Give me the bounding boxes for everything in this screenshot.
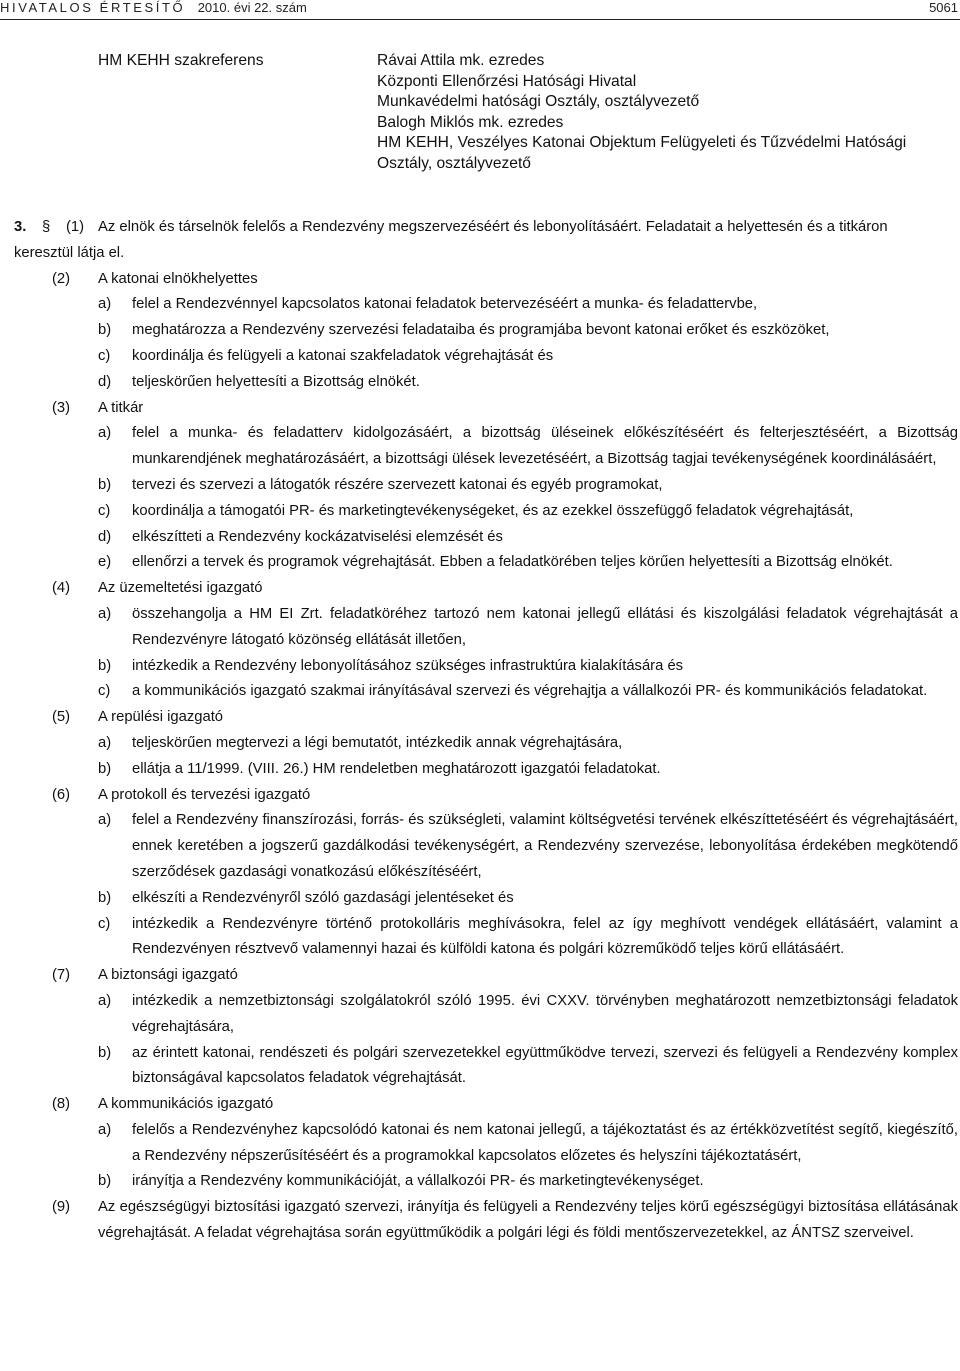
paragraph-number: (4) — [52, 580, 71, 597]
section-number: 3. — [14, 219, 27, 235]
list-item — [14, 525, 958, 551]
signature-line: HM KEHH, Veszélyes Katonai Objektum Felügyeleti és Tűzvédelmi Hatósági — [377, 134, 907, 152]
paragraph-number: (3) — [52, 399, 71, 416]
item-letter: a) — [98, 812, 112, 829]
item-letter: c) — [98, 915, 111, 932]
item-text: meghatározza a Rendezvény szervezési feladataiba és programjába bevont katonai erőket és eszközöket, — [132, 322, 830, 339]
signature-line: Balogh Miklós mk. ezredes — [377, 113, 564, 131]
item-letter: c) — [98, 683, 111, 700]
item-letter: b) — [98, 760, 112, 777]
item-text: intézkedik a Rendezvényre történő protokolláris meghívásokra, felel az így meghívott vendégek ellátásáért, valamint a Rendezvényen résztvevő valamennyi hazai és külföldi katona és polgári közreműködő teljes körű ellátásáért. — [132, 915, 958, 958]
paragraph — [14, 1195, 958, 1247]
item-letter: b) — [98, 657, 112, 674]
item-letter: a) — [98, 992, 112, 1009]
paragraph — [14, 576, 958, 602]
paragraph — [14, 705, 958, 731]
paragraph-number: (9) — [52, 1199, 71, 1216]
item-text: elkészíti a Rendezvényről szóló gazdasági jelentéseket és — [132, 889, 514, 906]
signature-line: Rávai Attila mk. ezredes — [377, 52, 545, 69]
item-letter: c) — [98, 347, 111, 364]
paragraph-title: A repülési igazgató — [98, 709, 224, 726]
paragraph — [14, 783, 958, 809]
item-text: elkészítteti a Rendezvény kockázatviselési elemzését és — [132, 528, 503, 545]
item-text: teljeskörűen megtervezi a légi bemutatót, intézkedik annak végrehajtására, — [132, 734, 623, 751]
list-item — [14, 421, 958, 473]
item-letter: e) — [98, 554, 112, 571]
issue-label: 2010. évi 22. szám — [197, 0, 307, 15]
item-letter: b) — [98, 1173, 112, 1190]
item-text: felel a Rendezvény finanszírozási, forrás- és szükségleti, valamint költségvetési tervének elkészíttetéséért és végrehajtásáért, ennek keretében a jogszerű gazdálkodási tevékenységért, a Rendezvény szervezése, lebonyolítása érdekében megkötendő szerződések gazdasági vonatkozású előkészítéséért, — [132, 812, 958, 880]
paragraph — [14, 267, 958, 293]
list-item — [14, 602, 958, 654]
paragraph-number: (6) — [52, 786, 71, 803]
item-text: az érintett katonai, rendészeti és polgári szervezetekkel együttműködve tervezi, szervezi és felügyeli a Rendezvény komplex biztonságával kapcsolatos feladatok végrehajtását. — [132, 1044, 958, 1087]
item-text: összehangolja a HM EI Zrt. feladatköréhez tartozó nem katonai jellegű ellátási és kiszolgálási feladatok végrehajtását a Rendezvényre látogató közönség ellátását illetően, — [132, 605, 958, 648]
item-letter: b) — [98, 889, 112, 906]
list-item — [14, 731, 958, 757]
item-letter: a) — [98, 296, 112, 313]
list-item — [14, 1118, 958, 1170]
item-text: ellenőrzi a tervek és programok végrehajtását. Ebben a feladatkörében teljes körűen helyettesíti a Bizottság elnökét. — [132, 554, 893, 571]
item-letter: d) — [98, 528, 112, 545]
item-text: intézkedik a nemzetbiztonsági szolgálatokról szóló 1995. évi CXXV. törvényben meghatározott nemzetbiztonsági feladatok végrehajtására, — [132, 992, 958, 1035]
item-letter: b) — [98, 322, 112, 339]
paragraph — [14, 396, 958, 422]
item-letter: b) — [98, 476, 112, 493]
item-letter: a) — [98, 734, 112, 751]
item-text: felel a Rendezvénnyel kapcsolatos katonai feladatok betervezéséért a munka- és feladattervbe, — [132, 296, 758, 313]
paragraph-title: A kommunikációs igazgató — [98, 1096, 274, 1113]
list-item — [14, 499, 958, 525]
list-item — [14, 912, 958, 964]
paragraph — [14, 963, 958, 989]
list-item — [14, 757, 958, 783]
list-item — [14, 318, 958, 344]
item-text: felel a munka- és feladatterv kidolgozásáért, a bizottság üléseinek előkészítéséért és felterjesztéséért, a Bizottság munkarendjének meghatározásáért, a bizottsági ülések levezetéséért, a Bizottság tagjai tevékenységének koordinálásáért, — [132, 425, 958, 468]
journal-name: HIVATALOS ÉRTESÍTŐ — [0, 0, 186, 15]
paragraph-number: (2) — [52, 270, 71, 287]
list-item — [14, 679, 958, 705]
item-text: koordinálja a támogatói PR- és marketingtevékenységeket, és az ezekkel összefüggő feladatok végrehajtását, — [132, 502, 854, 519]
paragraph-title: A biztonsági igazgató — [98, 967, 238, 984]
item-text: koordinálja és felügyeli a katonai szakfeladatok végrehajtását és — [132, 347, 554, 364]
item-text: ellátja a 11/1999. (VIII. 26.) HM rendeletben meghatározott igazgatói feladatokat. — [132, 760, 661, 777]
item-letter: b) — [98, 1044, 112, 1061]
list-item — [14, 550, 958, 576]
paragraph-title: A titkár — [98, 399, 144, 416]
item-text: intézkedik a Rendezvény lebonyolításához szükséges infrastruktúra kialakítására és — [132, 657, 684, 674]
section-mark: § — [42, 219, 51, 235]
item-text: irányítja a Rendezvény kommunikációját, a vállalkozói PR- és marketingtevékenységet. — [132, 1173, 704, 1190]
paragraph — [14, 1092, 958, 1118]
list-item — [14, 1041, 958, 1093]
signature-line: Osztály, osztályvezető — [377, 154, 531, 172]
page-header — [0, 0, 960, 20]
page-number: 5061 — [929, 0, 958, 15]
paragraph-number: (1) — [66, 219, 85, 235]
item-letter: a) — [98, 1121, 112, 1138]
signature-names — [377, 51, 957, 175]
paragraph-text: Az elnök és társelnök felelős a Rendezvény megszervezéséért és lebonyolításáért. Feladatait a helyettesén és a titkáron — [98, 219, 888, 235]
signature-line: Központi Ellenőrzési Hatósági Hivatal — [377, 72, 637, 90]
paragraph-text: Az egészségügyi biztosítási igazgató szervezi, irányítja és felügyeli a Rendezvény teljes körű egészségügyi biztosítása ellátásának végrehajtását. A feladat végrehajtása során együttműködik a polgári légi és földi mentőszervezetekkel, az ÁNTSZ szerveivel. — [98, 1199, 958, 1242]
item-letter: a) — [98, 425, 112, 442]
item-text: teljeskörűen helyettesíti a Bizottság elnökét. — [132, 373, 420, 390]
list-item — [14, 1169, 958, 1195]
item-text: felelős a Rendezvényhez kapcsolódó katonai és nem katonai jellegű, a tájékoztatást és az értékközvetítést segítő, kiegészítő, a Rendezvény népszerűsítéséért és a programokkal kapcsolatos előzetes és helyszíni tájékoztatásért, — [132, 1121, 958, 1164]
section-heading — [14, 215, 958, 241]
paragraph-continuation: keresztül látja el. — [14, 244, 125, 261]
list-item — [14, 808, 958, 885]
list-item — [14, 370, 958, 396]
paragraph-number: (7) — [52, 967, 71, 984]
signature-line: Munkavédelmi hatósági Osztály, osztályvezető — [377, 93, 700, 111]
paragraph-number: (5) — [52, 709, 71, 726]
paragraph-list — [14, 267, 958, 1196]
list-item — [14, 886, 958, 912]
paragraph-title: Az üzemeltetési igazgató — [98, 580, 263, 597]
item-text: tervezi és szervezi a látogatók részére szervezett katonai és egyéb programokat, — [132, 476, 663, 493]
list-item — [14, 654, 958, 680]
item-text: a kommunikációs igazgató szakmai irányításával szervezi és végrehajtja a vállalkozói PR- és kommunikációs feladatokat. — [132, 683, 928, 700]
list-item — [14, 473, 958, 499]
list-item — [14, 292, 958, 318]
paragraph-title: A protokoll és tervezési igazgató — [98, 786, 311, 803]
paragraph-number: (8) — [52, 1096, 71, 1113]
item-letter: a) — [98, 605, 112, 622]
list-item — [14, 989, 958, 1041]
journal-title — [0, 0, 307, 15]
section-body — [14, 215, 958, 1247]
item-letter: c) — [98, 502, 111, 519]
signature-role: HM KEHH szakreferens — [98, 52, 264, 69]
paragraph-title: A katonai elnökhelyettes — [98, 270, 258, 287]
item-letter: d) — [98, 373, 112, 390]
list-item — [14, 344, 958, 370]
